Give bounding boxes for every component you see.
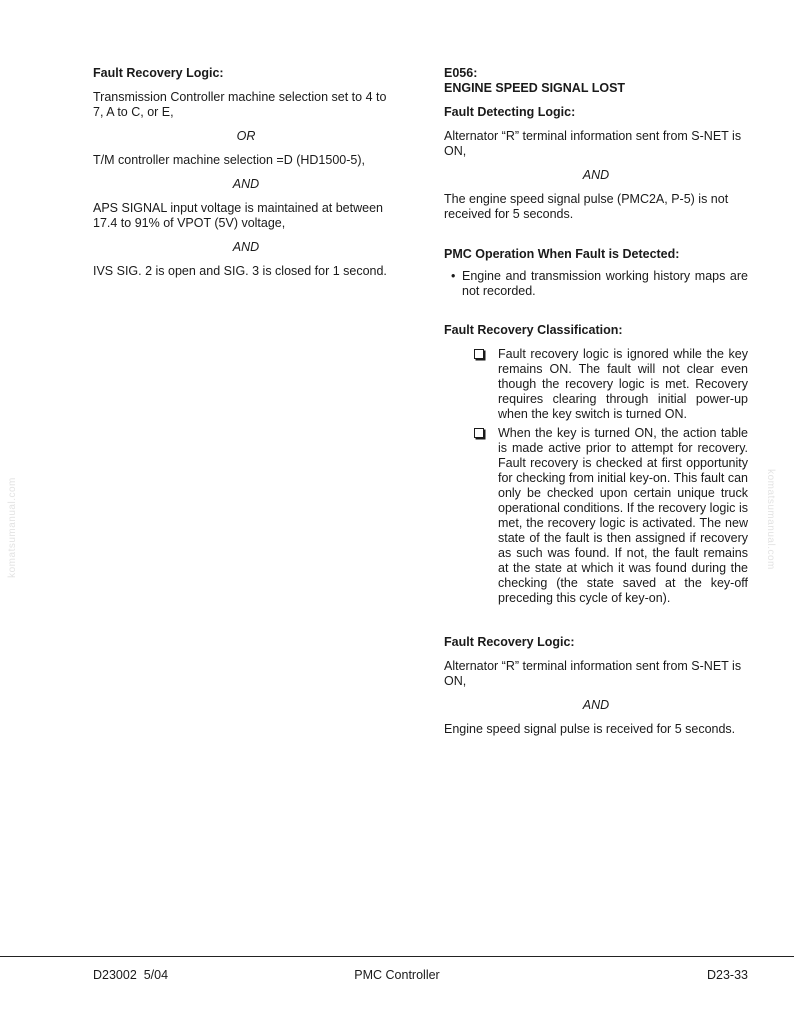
classification-list [444,347,748,606]
or-conjunction: OR [236,129,256,143]
fault-recovery-logic-heading: Fault Recovery Logic: [444,635,575,649]
footer-page-number: D23-33 [707,968,748,982]
ivs-signal-condition: IVS SIG. 2 is open and SIG. 3 is closed for 1 second. [93,264,387,278]
list-item [444,269,748,299]
fault-title: ENGINE SPEED SIGNAL LOST [444,81,626,95]
and-conjunction: AND [582,168,610,182]
and-conjunction: AND [232,240,260,254]
bullet-icon: • [451,269,456,283]
aps-signal-condition: APS SIGNAL input voltage is maintained at between 17.4 to 91% of VPOT (5V) voltage, [93,201,383,230]
alternator-condition: Alternator “R” terminal information sent from S-NET is ON, [444,659,742,688]
watermark: komatsumanual.com [764,469,776,570]
pmc-operation-heading: PMC Operation When Fault is Detected: [444,247,680,261]
fault-recovery-logic-heading: Fault Recovery Logic: [93,66,224,80]
fault-recovery-classification-heading: Fault Recovery Classification: [444,323,623,337]
checkbox-icon [474,349,484,359]
list-item [474,347,748,422]
fault-detecting-logic-heading: Fault Detecting Logic: [444,105,576,119]
and-conjunction: AND [582,698,610,712]
right-column [444,66,748,737]
footer-section-title: PMC Controller [354,968,440,982]
footer-doc-id: D23002 5/04 [93,968,169,982]
and-conjunction: AND [232,177,260,191]
speed-pulse-recovery-condition: Engine speed signal pulse is received for 5 seconds. [444,722,736,736]
machine-selection-condition: Transmission Controller machine selection set to 4 to 7, A to C, or E, [93,90,387,119]
left-column [93,66,399,279]
speed-pulse-condition: The engine speed signal pulse (PMC2A, P-5) is not received for 5 seconds. [444,192,729,221]
fault-code: E056: [444,66,478,80]
alternator-condition: Alternator “R” terminal information sent from S-NET is ON, [444,129,742,158]
watermark: komatsumanual.com [6,477,18,578]
list-item-text: Engine and transmission working history maps are not recorded. [462,269,748,298]
pmc-operation-list [444,269,748,299]
tm-selection-condition: T/M controller machine selection =D (HD1500-5), [93,153,365,167]
checkbox-icon [474,428,484,438]
list-item-text: When the key is turned ON, the action table is made active prior to attempt for recovery. Fault recovery is checked at first opportunity for checking from initial key-on. This fault can only be checked upon certain unique truck operational conditions. If the recovery logic is met, the recovery logic is activated. The new state of the fault is then assigned if recovery as such was found. If not, the fault remains at the state at which it was found during the checking (the state saved at the key-off preceding this cycle of key-on). [498,426,748,605]
list-item [474,426,748,606]
footer-divider [0,956,794,957]
list-item-text: Fault recovery logic is ignored while the key remains ON. The fault will not clear even though the recovery logic is met. Recovery requires clearing through initial power-up when the key switch is turned ON. [498,347,748,421]
